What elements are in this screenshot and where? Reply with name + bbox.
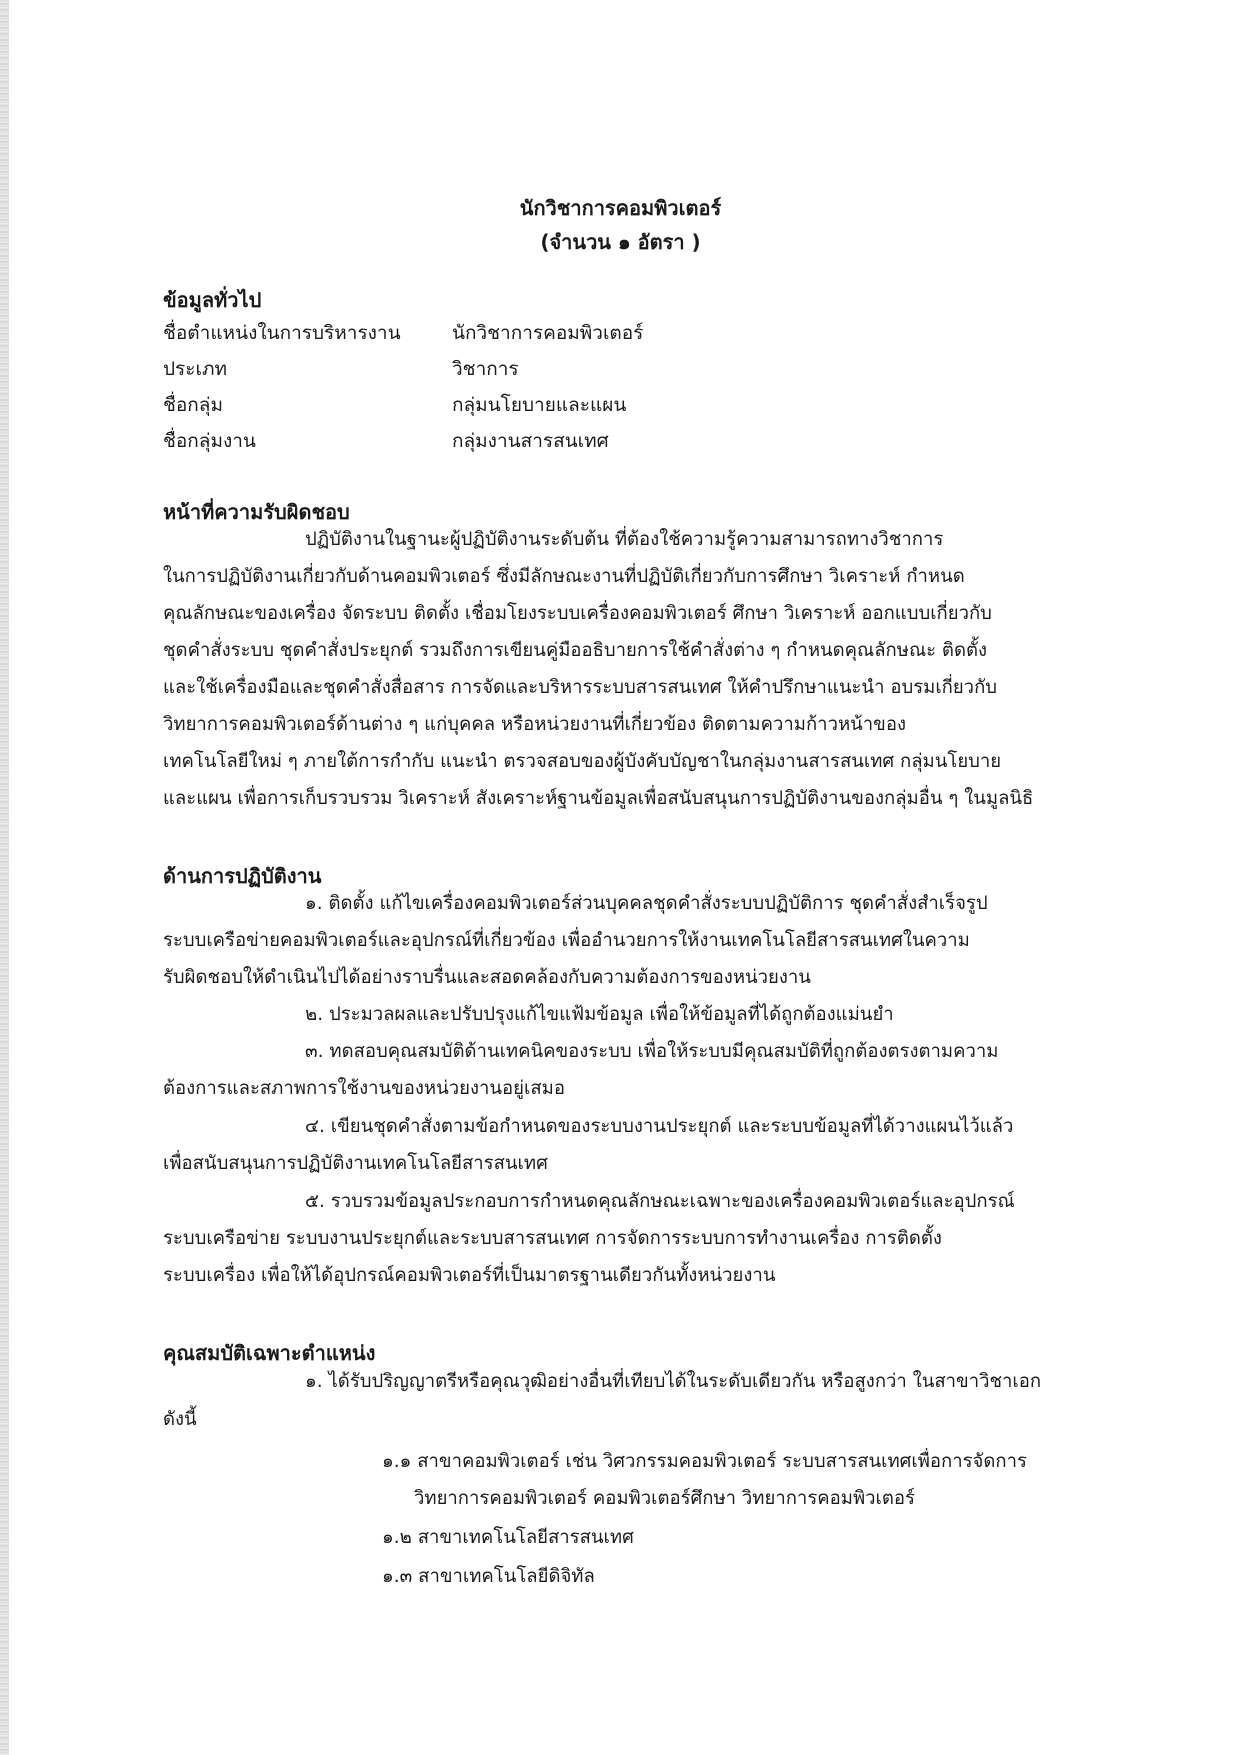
general-label-workgroup: ชื่อกลุ่มงาน bbox=[163, 430, 256, 452]
qualifications-line: ดังนี้ bbox=[163, 1409, 197, 1430]
operations-heading: ด้านการปฏิบัติงาน bbox=[163, 864, 322, 888]
duties-line: เทคโนโลยีใหม่ ๆ ภายใต้การกำกับ แนะนำ ตรวจสอบของผู้บังคับบัญชาในกลุ่มงานสารสนเทศ กลุ่มนโยบาย bbox=[163, 751, 1002, 772]
general-label-position: ชื่อตำแหน่งในการบริหารงาน bbox=[163, 322, 401, 344]
operations-line: รับผิดชอบให้ดำเนินไปได้อย่างราบรื่นและสอดคล้องกับความต้องการของหน่วยงาน bbox=[163, 967, 811, 988]
duties-line: ในการปฏิบัติงานเกี่ยวกับด้านคอมพิวเตอร์ ซึ่งมีลักษณะงานที่ปฏิบัติเกี่ยวกับการศึกษา วิเคราะห์ กำหนด bbox=[163, 566, 965, 587]
operations-line: ระบบเครื่อง เพื่อให้ได้อุปกรณ์คอมพิวเตอร์ที่เป็นมาตรฐานเดียวกันทั้งหน่วยงาน bbox=[163, 1265, 776, 1286]
duties-line: วิทยาการคอมพิวเตอร์ด้านต่าง ๆ แก่บุคคล หรือหน่วยงานที่เกี่ยวข้อง ติดตามความก้าวหน้าของ bbox=[163, 714, 906, 735]
operations-line: ๔. เขียนชุดคำสั่งตามข้อกำหนดของระบบงานประยุกต์ และระบบข้อมูลที่ได้วางแผนไว้แล้ว bbox=[305, 1116, 1014, 1137]
operations-line: ระบบเครือข่าย ระบบงานประยุกต์และระบบสารสนเทศ การจัดการระบบการทำงานเครื่อง การติดตั้ง bbox=[163, 1228, 942, 1249]
page-subtitle: (จำนวน ๑ อัตรา ) bbox=[540, 230, 701, 254]
general-label-group: ชื่อกลุ่ม bbox=[163, 394, 223, 416]
general-label-type: ประเภท bbox=[163, 358, 228, 380]
general-heading: ข้อมูลทั่วไป bbox=[163, 288, 262, 312]
operations-line: ๑. ติดตั้ง แก้ไขเครื่องคอมพิวเตอร์ส่วนบุคคลชุดคำสั่งระบบปฏิบัติการ ชุดคำสั่งสำเร็จรูป bbox=[305, 893, 988, 914]
operations-line: ต้องการและสภาพการใช้งานของหน่วยงานอยู่เสมอ bbox=[163, 1078, 565, 1099]
qualifications-sub-item-continuation: วิทยาการคอมพิวเตอร์ คอมพิวเตอร์ศึกษา วิทยาการคอมพิวเตอร์ bbox=[414, 1488, 915, 1509]
duties-line: คุณลักษณะของเครื่อง จัดระบบ ติดตั้ง เชื่อมโยงระบบเครื่องคอมพิวเตอร์ ศึกษา วิเคราะห์ ออกแบบเกี่ยวกับ bbox=[163, 603, 992, 624]
duties-line: และแผน เพื่อการเก็บรวบรวม วิเคราะห์ สังเคราะห์ฐานข้อมูลเพื่อสนับสนุนการปฏิบัติงานของกลุ่มอื่น ๆ ในมูลนิธิ bbox=[163, 788, 1034, 809]
general-value-position: นักวิชาการคอมพิวเตอร์ bbox=[452, 322, 644, 344]
operations-line: ระบบเครือข่ายคอมพิวเตอร์และอุปกรณ์ที่เกี่ยวข้อง เพื่ออำนวยการให้งานเทคโนโลยีสารสนเทศในความ bbox=[163, 930, 970, 951]
duties-heading: หน้าที่ความรับผิดชอบ bbox=[163, 500, 350, 524]
operations-line: ๒. ประมวลผลและปรับปรุงแก้ไขแฟ้มข้อมูล เพื่อให้ข้อมูลที่ได้ถูกต้องแม่นยำ bbox=[305, 1004, 894, 1025]
general-value-group: กลุ่มนโยบายและแผน bbox=[452, 394, 627, 416]
operations-line: ๓. ทดสอบคุณสมบัติด้านเทคนิคของระบบ เพื่อให้ระบบมีคุณสมบัติที่ถูกต้องตรงตามความ bbox=[305, 1041, 999, 1062]
page-title: นักวิชาการคอมพิวเตอร์ bbox=[519, 196, 722, 220]
qualifications-sub-item: ๑.๓ สาขาเทคโนโลยีดิจิทัล bbox=[382, 1566, 595, 1587]
duties-line: ชุดคำสั่งระบบ ชุดคำสั่งประยุกต์ รวมถึงการเขียนคู่มืออธิบายการใช้คำสั่งต่าง ๆ กำหนดคุณลักษณะ ติดตั้ง bbox=[163, 640, 988, 661]
duties-line: ปฏิบัติงานในฐานะผู้ปฏิบัติงานระดับต้น ที่ต้องใช้ความรู้ความสามารถทางวิชาการ bbox=[305, 529, 944, 550]
general-value-type: วิชาการ bbox=[452, 358, 519, 380]
operations-line: ๕. รวบรวมข้อมูลประกอบการกำหนดคุณลักษณะเฉพาะของเครื่องคอมพิวเตอร์และอุปกรณ์ bbox=[305, 1191, 1015, 1212]
qualifications-line: ๑. ได้รับปริญญาตรีหรือคุณวุฒิอย่างอื่นที่เทียบได้ในระดับเดียวกัน หรือสูงกว่า ในสาขาวิชาเอก bbox=[305, 1371, 1042, 1392]
general-value-workgroup: กลุ่มงานสารสนเทศ bbox=[452, 430, 609, 452]
qualifications-sub-item: ๑.๑ สาขาคอมพิวเตอร์ เช่น วิศวกรรมคอมพิวเตอร์ ระบบสารสนเทศเพื่อการจัดการ bbox=[382, 1451, 1027, 1472]
duties-line: และใช้เครื่องมือและชุดคำสั่งสื่อสาร การจัดและบริหารระบบสารสนเทศ ให้คำปรึกษาแนะนำ อบรมเกี่ยวกับ bbox=[163, 677, 998, 698]
qualifications-heading: คุณสมบัติเฉพาะตำแหน่ง bbox=[163, 1341, 376, 1365]
qualifications-sub-item: ๑.๒ สาขาเทคโนโลยีสารสนเทศ bbox=[382, 1527, 634, 1548]
operations-line: เพื่อสนับสนุนการปฏิบัติงานเทคโนโลยีสารสนเทศ bbox=[163, 1153, 548, 1174]
